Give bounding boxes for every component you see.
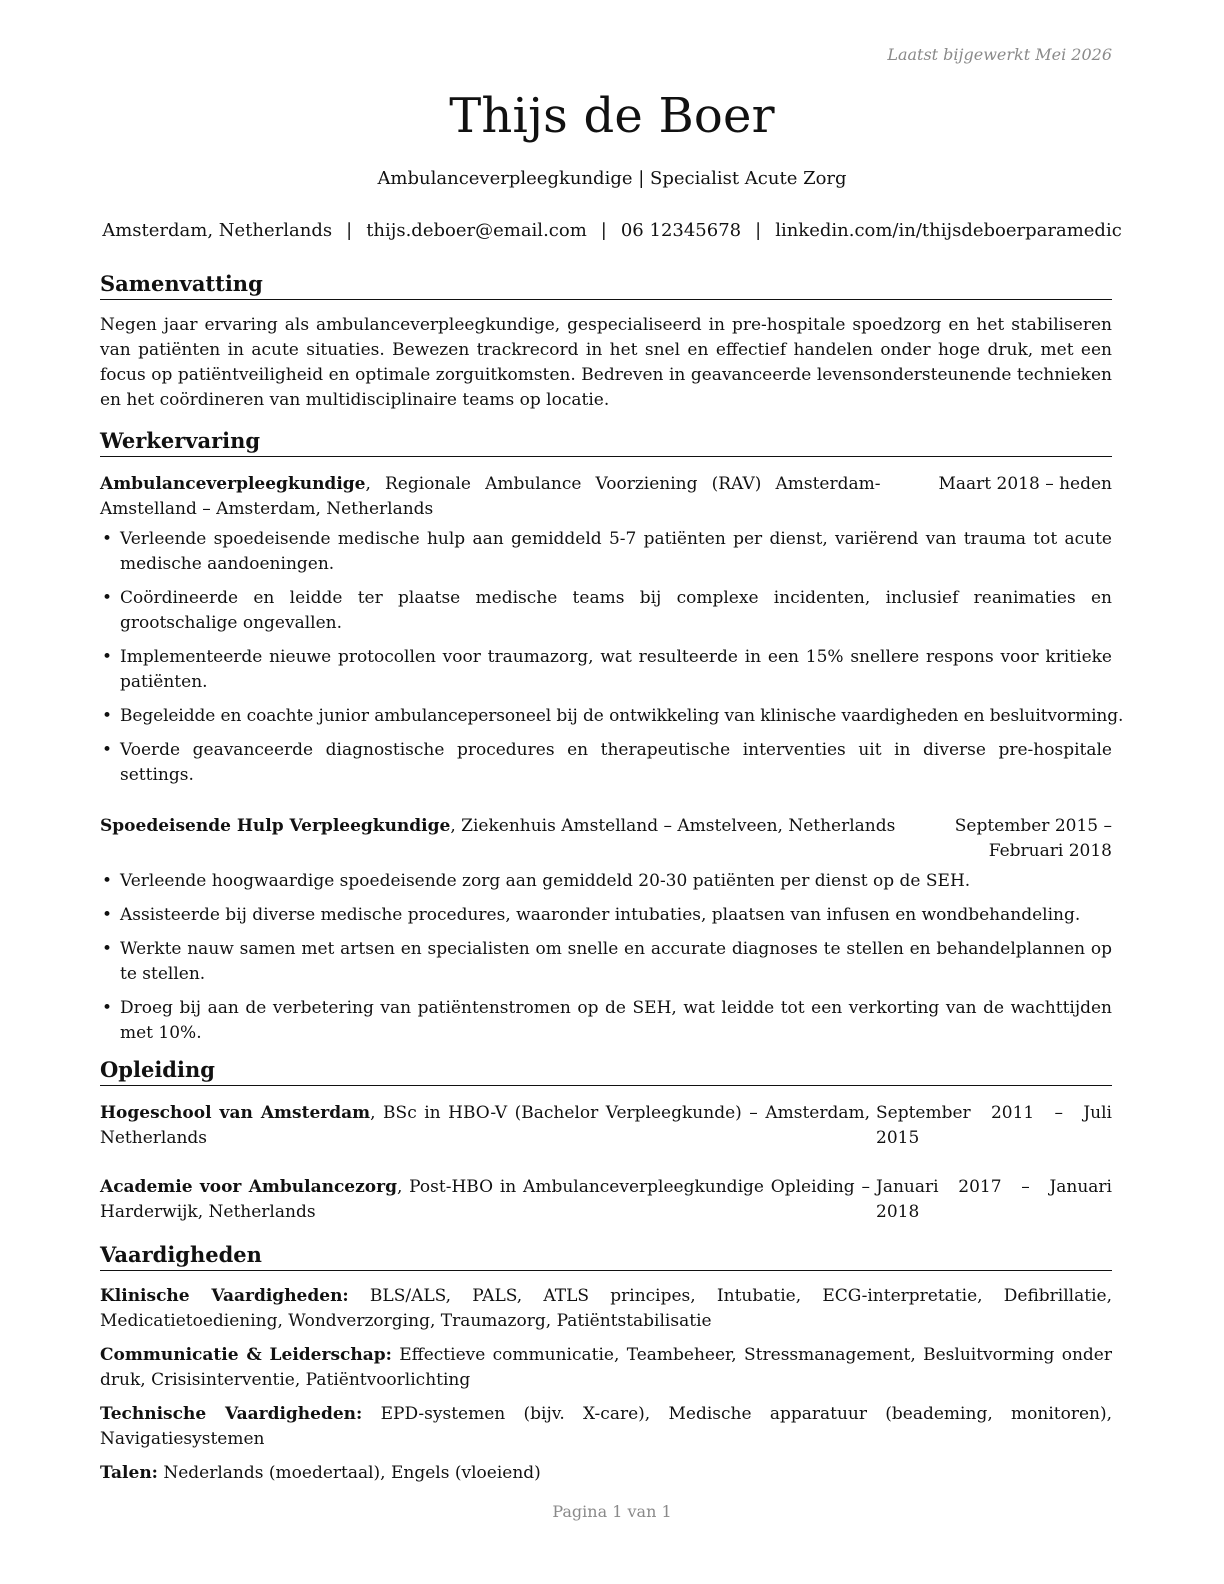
- education-program: , Post-HBO in Ambulanceverpleegkundige Opleiding – Harderwijk, Netherlands: [100, 1177, 870, 1222]
- page-number: Pagina 1 van 1: [552, 1502, 672, 1521]
- education-entry: [100, 1175, 1112, 1225]
- candidate-subtitle: Ambulanceverpleegkundige | Specialist Acute Zorg: [377, 168, 847, 189]
- job-dates: Maart 2018 – heden: [938, 474, 1112, 494]
- section-title-summary: Samenvatting: [100, 270, 1112, 300]
- contact-separator: |: [346, 220, 353, 241]
- skill-value: EPD-systemen (bijv. X-care), Medische apparatuur (beademing, monitoren), Navigatiesystemen: [100, 1404, 1113, 1449]
- job-header: [100, 472, 1112, 522]
- list-item: • Assisteerde bij diverse medische procedures, waaronder intubaties, plaatsen van infusen en wondbehandeling.: [100, 903, 1112, 928]
- skill-value: Effectieve communicatie, Teambeheer, Stressmanagement, Besluitvorming onder druk, Crisisinterventie, Patiëntvoorlichting: [100, 1345, 1112, 1390]
- list-item: • Implementeerde nieuwe protocollen voor traumazorg, wat resulteerde in een 15% snellere respons voor kritieke patiënten.: [100, 645, 1112, 695]
- job-dates: September 2015 – Februari 2018: [954, 816, 1112, 861]
- list-item: • Begeleidde en coachte junior ambulancepersoneel bij de ontwikkeling van klinische vaardigheden en besluitvorming.: [100, 704, 1112, 729]
- skill-value: BLS/ALS, PALS, ATLS principes, Intubatie, ECG-interpretatie, Defibrillatie, Medicatietoediening, Wondverzorging, Traumazorg, Patiëntstabilisatie: [100, 1286, 1112, 1331]
- skill-label: Communicatie & Leiderschap:: [100, 1345, 392, 1365]
- list-item: • Droeg bij aan de verbetering van patiëntenstromen op de SEH, wat leidde tot een verkorting van de wachttijden met 10%.: [100, 996, 1112, 1046]
- candidate-name: Thijs de Boer: [449, 88, 775, 144]
- job-title: Spoedeisende Hulp Verpleegkundige: [100, 816, 451, 836]
- list-item: • Verleende spoedeisende medische hulp aan gemiddeld 5-7 patiënten per dienst, variërend van trauma tot acute medische aandoeningen.: [100, 527, 1112, 577]
- contact-email[interactable]: thijs.deboer@email.com: [366, 220, 587, 241]
- skill-item: [100, 1461, 1112, 1486]
- job-employer: , Ziekenhuis Amstelland – Amstelveen, Netherlands: [450, 816, 896, 836]
- skill-label: Klinische Vaardigheden:: [100, 1286, 349, 1306]
- section-title-skills: Vaardigheden: [100, 1241, 1112, 1271]
- job-bullets: [100, 527, 1124, 788]
- skill-item: [100, 1284, 1112, 1334]
- contact-location: Amsterdam, Netherlands: [102, 220, 333, 241]
- skill-value: Nederlands (moedertaal), Engels (vloeiend): [157, 1463, 541, 1483]
- resume-content: [100, 270, 1124, 1495]
- education-school: Hogeschool van Amsterdam: [100, 1103, 371, 1123]
- job-employer: , Regionale Ambulance Voorziening (RAV) Amsterdam-Amstelland – Amsterdam, Netherlands: [100, 474, 881, 519]
- contact-phone[interactable]: 06 12345678: [620, 220, 742, 241]
- contact-linkedin[interactable]: linkedin.com/in/thijsdeboerparamedic: [775, 220, 1122, 241]
- job-entry: [100, 472, 1124, 788]
- list-item: • Voerde geavanceerde diagnostische procedures en therapeutische interventies uit in diverse pre-hospitale settings.: [100, 738, 1112, 788]
- education-school: Academie voor Ambulancezorg: [100, 1177, 397, 1197]
- education-details: [100, 1175, 870, 1225]
- contact-separator: |: [600, 220, 607, 241]
- skill-label: Talen:: [100, 1463, 158, 1483]
- job-bullets: [100, 869, 1112, 1046]
- job-title-line: [100, 472, 938, 522]
- section-title-experience: Werkervaring: [100, 427, 1112, 457]
- education-entry: [100, 1101, 1112, 1151]
- education-details: [100, 1101, 870, 1151]
- summary-text: Negen jaar ervaring als ambulanceverpleegkundige, gespecialiseerd in pre-hospitale spoedzorg en het stabiliseren van patiënten in acute situaties. Bewezen trackrecord in het snel en effectief handelen onder hoge druk, met een focus op patiëntveiligheid en optimale zorguitkomsten. Bedreven in geavanceerde levensondersteunende technieken en het coördineren van multidisciplinaire teams op locatie.: [100, 315, 1112, 410]
- skills-list: [100, 1284, 1112, 1486]
- skill-item: [100, 1402, 1112, 1452]
- job-entry: [100, 814, 1112, 1046]
- section-title-education: Opleiding: [100, 1056, 1112, 1086]
- job-title-line: [100, 814, 895, 839]
- contact-separator: |: [755, 220, 762, 241]
- last-updated-note: Laatst bijgewerkt Mei 2026: [887, 45, 1112, 64]
- list-item: • Verleende hoogwaardige spoedeisende zorg aan gemiddeld 20-30 patiënten per dienst op de SEH.: [100, 869, 1112, 894]
- job-header: [100, 814, 1112, 864]
- contact-line: [0, 220, 1224, 241]
- education-dates: Januari 2017 – Januari 2018: [876, 1177, 1112, 1222]
- list-item: • Werkte nauw samen met artsen en specialisten om snelle en accurate diagnoses te stellen en behandelplannen op te stellen.: [100, 937, 1112, 987]
- skill-item: [100, 1343, 1112, 1393]
- list-item: • Coördineerde en leidde ter plaatse medische teams bij complexe incidenten, inclusief reanimaties en grootschalige ongevallen.: [100, 586, 1112, 636]
- job-title: Ambulanceverpleegkundige: [100, 474, 366, 494]
- education-dates: September 2011 – Juli 2015: [876, 1103, 1112, 1148]
- education-program: , BSc in HBO-V (Bachelor Verpleegkunde) – Amsterdam, Netherlands: [100, 1103, 870, 1148]
- skill-label: Technische Vaardigheden:: [100, 1404, 363, 1424]
